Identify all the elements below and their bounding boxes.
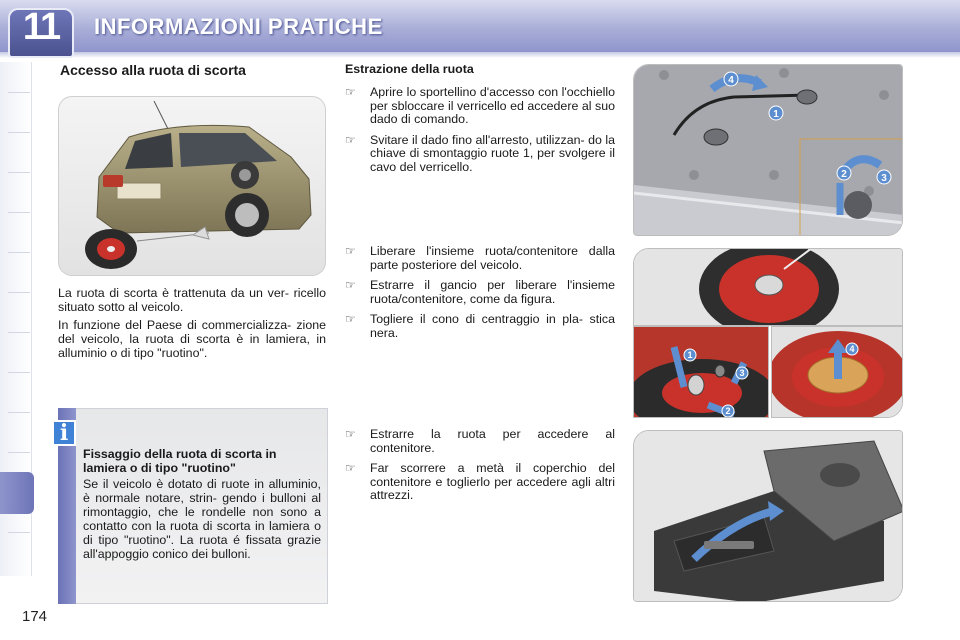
info-box-text: Se il veicolo è dotato di ruote in alluminio, è normale notare, strin- gendo i bulloni al rimontaggio, che le rondelle non sono a contatto con la ruota di scorta in lamiera o di tipo "ruotino". La ruota é fissata grazie all'appoggio conico dei bulloni. [83,477,321,561]
list-item [345,86,615,127]
chapter-number: 11 [22,6,60,48]
instruction-text: Togliere il cono di centraggio in pla- stica nera. [370,312,615,340]
thumb-divider [8,452,30,453]
body-paragraph: In funzione del Paese di commercializza- zione del veicolo, la ruota di scorta è in lamiera, in alluminio o di tipo "ruotino". [58,318,326,360]
pointing-hand-icon: ☞ [345,85,356,99]
thumb-divider [8,92,30,93]
active-chapter-tab[interactable] [0,472,34,514]
list-item [345,245,615,272]
page-number: 174 [22,608,48,625]
spare-wheel-top-illustration [633,248,903,326]
trunk-floor-illustration [633,64,903,236]
instruction-text: Svitare il dado fino all'arresto, utilizzan- do la chiave di smontaggio ruote 1, per svolgere il cavo del verricello. [370,132,615,174]
thumb-divider [8,212,30,213]
instruction-list [345,86,615,182]
step-label: 2 [725,406,731,416]
section-title: Accesso alla ruota di scorta [60,62,246,78]
body-paragraph: La ruota di scorta è trattenuta da un ver- ricello situato sotto al veicolo. [58,286,326,314]
thumb-divider [8,412,30,413]
instruction-list [345,428,615,510]
list-item [345,428,615,455]
list-item [345,279,615,306]
instruction-text: Estrarre la ruota per accedere al contenitore. [370,427,615,455]
thumb-divider [8,172,30,173]
car-illustration [58,96,326,276]
step-label: 2 [841,169,847,180]
list-item [345,462,615,503]
step-label: 1 [687,350,693,360]
list-item [345,134,615,175]
thumb-divider [8,532,30,533]
step-label: 1 [773,109,779,120]
subsection-title: Estrazione della ruota [345,62,474,76]
pointing-hand-icon: ☞ [345,427,356,441]
thumb-divider [8,332,30,333]
instruction-text: Estrarre il gancio per liberare l'insieme ruota/contenitore, come da figura. [370,278,615,306]
thumb-divider [8,372,30,373]
pointing-hand-icon: ☞ [345,244,356,258]
pointing-hand-icon: ☞ [345,312,356,327]
pointing-hand-icon: ☞ [345,132,356,147]
step-label: 4 [728,75,734,86]
instruction-text: Far scorrere a metà il coperchio del contenitore e toglierlo per accedere agli altri attrezzi. [370,461,615,503]
info-box-title: Fissaggio della ruota di scorta in lamiera o di tipo "ruotino" [83,447,277,475]
step-label: 3 [881,173,887,184]
instruction-text: Liberare l'insieme ruota/contenitore dalla parte posteriore del veicolo. [370,244,615,272]
header-shadow [0,52,960,58]
pointing-hand-icon: ☞ [345,278,356,293]
page-title: INFORMAZIONI PRATICHE [94,14,383,39]
list-item [345,313,615,340]
instruction-list [345,245,615,348]
info-icon: i [52,420,76,446]
thumb-divider [8,132,30,133]
thumb-divider [8,252,30,253]
spare-wheel-hook-illustration [633,326,769,418]
tool-container-illustration [633,430,903,602]
instruction-text: Aprire lo sportellino d'accesso con l'occhiello per sbloccare il verricello ed accedere al suo dado di comando. [370,85,615,127]
spare-wheel-cone-illustration [771,326,903,418]
step-label: 3 [739,368,745,378]
step-label: 4 [849,344,855,354]
thumb-divider [8,292,30,293]
pointing-hand-icon: ☞ [345,461,356,476]
